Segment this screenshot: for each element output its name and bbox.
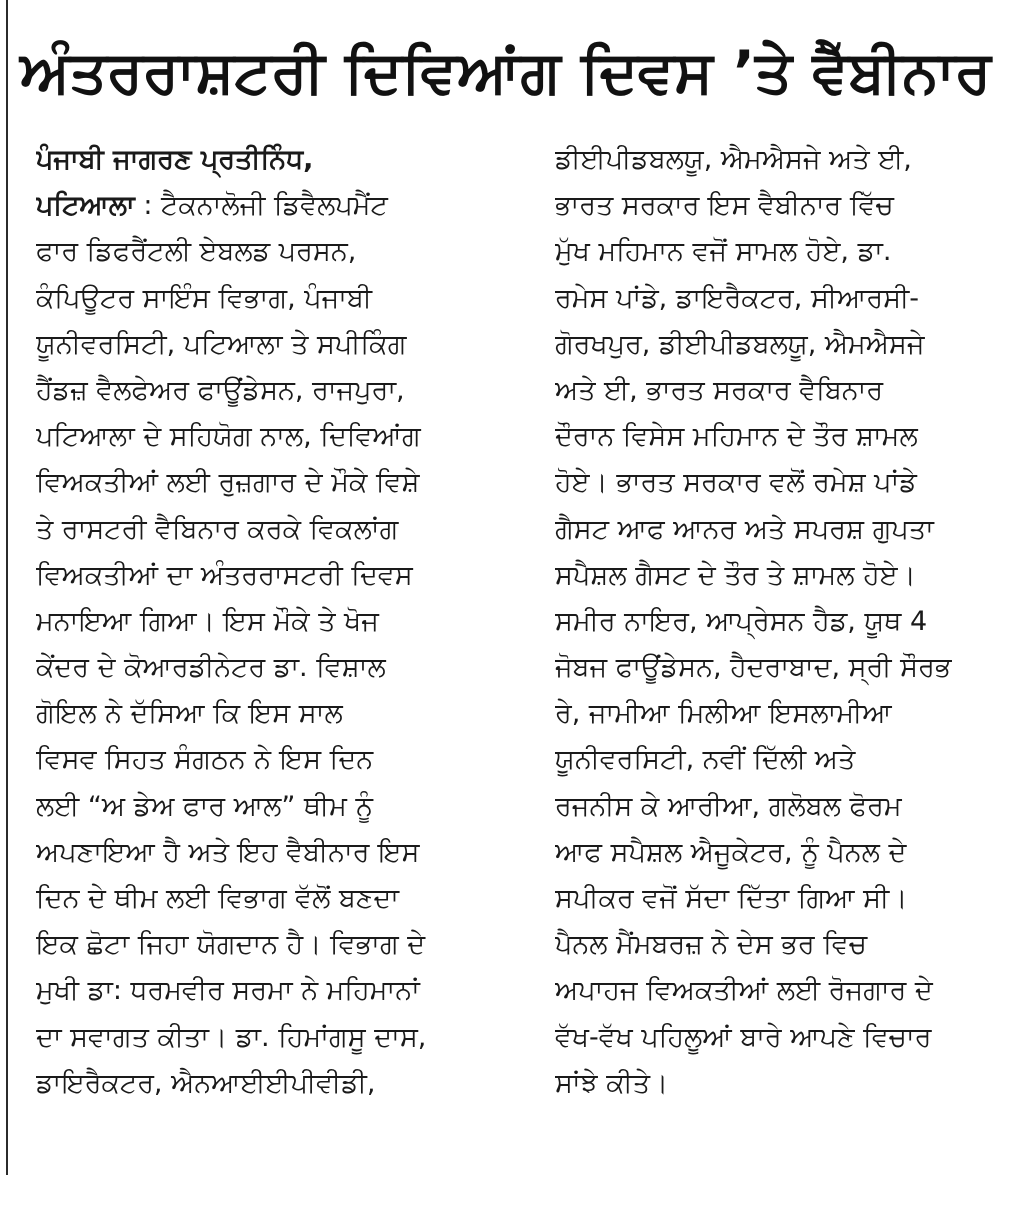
- body-line: ਸਮੀਰ ਨਾਇਰ, ਆਪ੍ਰੇਸਨ ਹੈਡ, ਯੂਥ 4: [555, 605, 928, 637]
- body-line: ਲਈ “ਅ ਡੇਅ ਫਾਰ ਆਲ” ਥੀਮ ਨੂੰ: [36, 790, 374, 822]
- body-line: ਯੂਨੀਵਰਸਿਟੀ, ਪਟਿਆਲਾ ਤੇ ਸਪੀਕਿੰਗ: [36, 328, 407, 360]
- body-line: ਮੁੱਖ ਮਹਿਮਾਨ ਵਜੋਂ ਸਾਮਲ ਹੋਏ, ਡਾ.: [555, 236, 892, 268]
- body-line: ਭਾਰਤ ਸਰਕਾਰ ਇਸ ਵੈਬੀਨਾਰ ਵਿੱਚ: [555, 190, 894, 222]
- article-column-left: [36, 137, 516, 1107]
- byline: ਪੰਜਾਬੀ ਜਾਗਰਣ ਪ੍ਰਤੀਨਿੰਧ,: [36, 144, 314, 175]
- article-column-right: [555, 137, 1031, 1107]
- body-line: ਵਿਸਵ ਸਿਹਤ ਸੰਗਠਨ ਨੇ ਇਸ ਦਿਨ: [36, 744, 374, 776]
- body-line: ਫਾਰ ਡਿਫਰੈਂਟਲੀ ਏਬਲਡ ਪਰਸਨ,: [36, 236, 357, 268]
- body-line: ਪੈਨਲ ਮੈਂਮਬਰਜ਼ ਨੇ ਦੇਸ ਭਰ ਵਿਚ: [555, 929, 867, 961]
- body-line: ਰਜਨੀਸ ਕੇ ਆਰੀਆ, ਗਲੋਬਲ ਫੋਰਮ: [555, 790, 902, 822]
- body-line: ਰਮੇਸ ਪਾਂਡੇ, ਡਾਇਰੈਕਟਰ, ਸੀਆਰਸੀ-: [555, 282, 920, 314]
- body-line: ਗੈਸਟ ਆਫ ਆਨਰ ਅਤੇ ਸਪਰਸ਼ ਗੁਪਤਾ: [555, 513, 934, 545]
- body-line: ਹੈਂਡਜ਼ ਵੈਲਫੇਅਰ ਫਾਊਂਡੇਸਨ, ਰਾਜਪੁਰਾ,: [36, 374, 405, 406]
- body-line: ਅਪਣਾਇਆ ਹੈ ਅਤੇ ਇਹ ਵੈਬੀਨਾਰ ਇਸ: [36, 836, 420, 868]
- body-line: ਗੋਰਖਪੁਰ, ਡੀਈਪੀਡਬਲਯੂ, ਐਮਐਸਜੇ: [555, 328, 925, 360]
- body-line: ਡਾਇਰੈਕਟਰ, ਐਨਆਈਈਪੀਵੀਡੀ,: [36, 1067, 376, 1099]
- body-line: ਦਾ ਸਵਾਗਤ ਕੀਤਾ। ਡਾ. ਹਿਮਾਂਗਸੂ ਦਾਸ,: [36, 1021, 427, 1053]
- body-line: ਕੇਂਦਰ ਦੇ ਕੋਆਰਡੀਨੇਟਰ ਡਾ. ਵਿਸ਼ਾਲ: [36, 652, 386, 684]
- body-line: ਤੇ ਰਾਸਟਰੀ ਵੈਬਿਨਾਰ ਕਰਕੇ ਵਿਕਲਾਂਗ: [36, 513, 399, 545]
- body-line: ਅਤੇ ਈ, ਭਾਰਤ ਸਰਕਾਰ ਵੈਬਿਨਾਰ: [555, 374, 884, 406]
- dateline-line: [36, 183, 516, 229]
- body-line: ਅਪਾਹਜ ਵਿਅਕਤੀਆਂ ਲਈ ਰੋਜਗਾਰ ਦੇ: [555, 975, 933, 1007]
- body-line: ਇਕ ਛੋਟਾ ਜਿਹਾ ਯੋਗਦਾਨ ਹੈ। ਵਿਭਾਗ ਦੇ: [36, 929, 426, 961]
- body-line: ਯੂਨੀਵਰਸਿਟੀ, ਨਵੀਂ ਦਿੱਲੀ ਅਤੇ: [555, 744, 856, 776]
- body-line: ਡੀਈਪੀਡਬਲਯੂ, ਐਮਐਸਜੇ ਅਤੇ ਈ,: [555, 144, 912, 175]
- body-line: ਮੁਖੀ ਡਾ: ਧਰਮਵੀਰ ਸਰਮਾ ਨੇ ਮਹਿਮਾਨਾਂ: [36, 975, 420, 1007]
- body-line: ਦਿਨ ਦੇ ਥੀਮ ਲਈ ਵਿਭਾਗ ਵੱਲੋਂ ਬਣਦਾ: [36, 883, 399, 914]
- body-line: ਸਪੀਕਰ ਵਜੋਂ ਸੱਦਾ ਦਿੱਤਾ ਗਿਆ ਸੀ।: [555, 883, 908, 914]
- body-line: ਸਾਂਝੇ ਕੀਤੇ।: [555, 1067, 669, 1099]
- dateline: ਪਟਿਆਲਾ: [36, 190, 135, 222]
- body-line: ਵਿਅਕਤੀਆਂ ਦਾ ਅੰਤਰਰਾਸਟਰੀ ਦਿਵਸ: [36, 559, 413, 591]
- body-line: ਮਨਾਇਆ ਗਿਆ। ਇਸ ਮੌਕੇ ਤੇ ਖੋਜ: [36, 605, 379, 637]
- dateline-separator: :: [134, 190, 162, 222]
- body-line: ਟੈਕਨਾਲੋਜੀ ਡਿਵੈਲਪਮੈਂਟ: [161, 190, 388, 222]
- body-line: ਹੋਏ। ਭਾਰਤ ਸਰਕਾਰ ਵਲੋਂ ਰਮੇਸ਼ ਪਾਂਡੇ: [555, 467, 917, 499]
- body-line: ਰੇ, ਜਾਮੀਆ ਮਿਲੀਆ ਇਸਲਾਮੀਆ: [555, 698, 892, 730]
- column-rule: [6, 0, 8, 1175]
- body-line: ਪਟਿਆਲਾ ਦੇ ਸਹਿਯੋਗ ਨਾਲ, ਦਿਵਿਆਂਗ: [36, 421, 421, 453]
- body-line: ਆਫ ਸਪੈਸ਼ਲ ਐਜੂਕੇਟਰ, ਨੂੰ ਪੈਨਲ ਦੇ: [555, 836, 907, 868]
- body-line: ਗੋਇਲ ਨੇ ਦੱਸਿਆ ਕਿ ਇਸ ਸਾਲ: [36, 698, 343, 730]
- body-line: ਜੋਬਜ ਫਾਊਂਡੇਸਨ, ਹੈਦਰਾਬਾਦ, ਸ੍ਰੀ ਸੌਰਭ: [555, 652, 952, 684]
- headline: ਅੰਤਰਰਾਸ਼ਟਰੀ ਦਿਵਿਆਂਗ ਦਿਵਸ ’ਤੇ ਵੈੱਬੀਨਾਰ: [20, 38, 992, 106]
- body-line: ਵਿਅਕਤੀਆਂ ਲਈ ਰੁਜ਼ਗਾਰ ਦੇ ਮੌਕੇ ਵਿਸ਼ੇ: [36, 467, 420, 499]
- body-line: ਦੌਰਾਨ ਵਿਸੇਸ ਮਹਿਮਾਨ ਦੇ ਤੌਰ ਸ਼ਾਮਲ: [555, 421, 918, 453]
- body-line: ਕੰਪਿਊਟਰ ਸਾਇੰਸ ਵਿਭਾਗ, ਪੰਜਾਬੀ: [36, 282, 372, 314]
- body-line: ਵੱਖ-ਵੱਖ ਪਹਿਲੂਆਂ ਬਾਰੇ ਆਪਣੇ ਵਿਚਾਰ: [555, 1021, 932, 1053]
- body-line: ਸਪੈਸ਼ਲ ਗੈਸਟ ਦੇ ਤੌਰ ਤੇ ਸ਼ਾਮਲ ਹੋਏ।: [555, 559, 916, 591]
